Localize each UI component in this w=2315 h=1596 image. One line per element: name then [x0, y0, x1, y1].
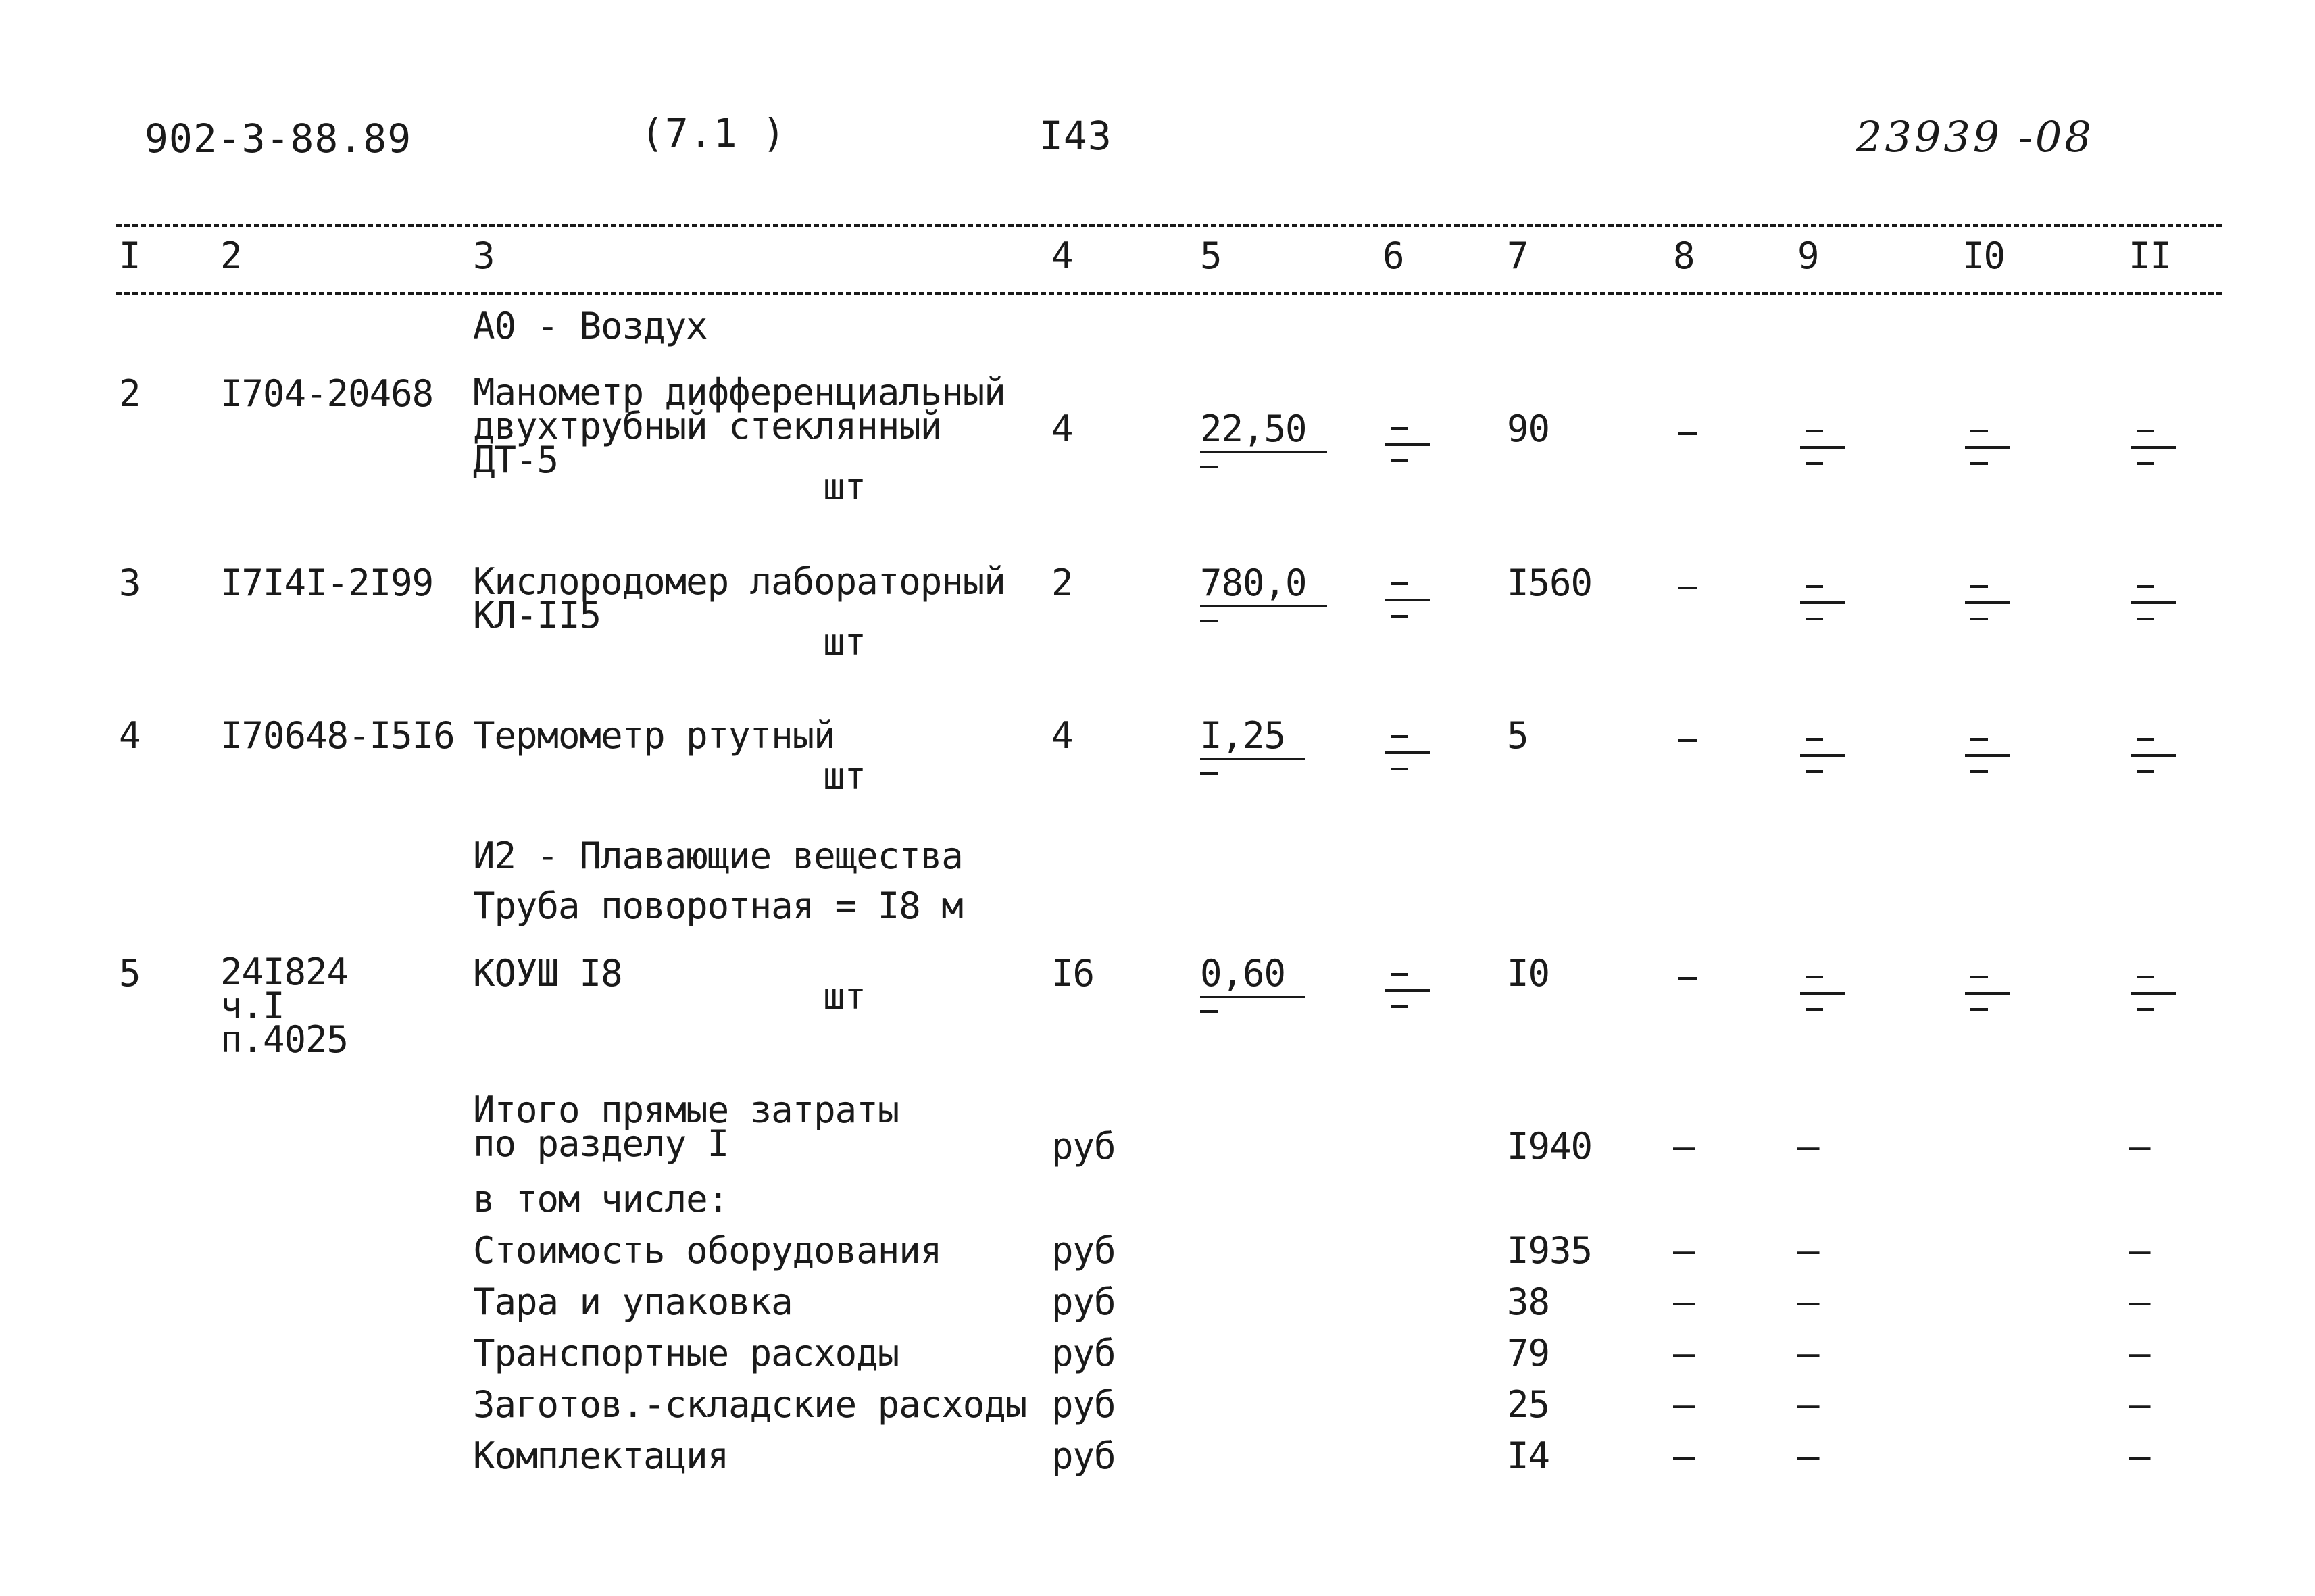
summary-item-unit: руб: [1051, 1332, 1116, 1374]
quantity: 4: [1051, 407, 1073, 450]
fraction-dash: [2131, 585, 2179, 626]
unit-label: шт: [823, 466, 866, 508]
unit-label: шт: [823, 621, 866, 664]
unit-label: шт: [823, 975, 866, 1018]
column-header: I: [119, 234, 141, 277]
item-name: Кислородомер лабораторный КЛ-II5: [473, 560, 1005, 637]
dash: –: [1673, 1280, 1695, 1323]
dash: –: [2129, 1229, 2150, 1272]
column-header: 3: [473, 234, 495, 277]
item-name: Термометр ртутный: [473, 714, 835, 757]
summary-item-unit: руб: [1051, 1435, 1116, 1477]
pipe-spec: Труба поворотная = I8 м: [473, 884, 963, 927]
unit-label: шт: [823, 755, 866, 797]
fraction-dash: [2131, 738, 2179, 778]
fraction-dash: [1385, 973, 1433, 1014]
unit-price-value: 22,50: [1200, 411, 1327, 453]
summary-item-label: Тара и упаковка: [473, 1280, 793, 1323]
row-number: 3: [119, 562, 141, 604]
quantity: I6: [1051, 952, 1095, 995]
dash: [1678, 977, 1697, 980]
document-code: 902-3-88.89: [145, 116, 412, 161]
column-header: 8: [1673, 234, 1695, 277]
dash: –: [1797, 1383, 1819, 1426]
column-header: II: [2129, 234, 2172, 277]
including-label: в том числе:: [473, 1178, 729, 1220]
dash: –: [1673, 1332, 1695, 1374]
unit-price-value: 0,60: [1200, 955, 1305, 998]
dash: –: [1673, 1229, 1695, 1272]
dash: –: [1797, 1229, 1819, 1272]
fraction-dash: [1965, 976, 2012, 1016]
summary-total-value: I940: [1507, 1125, 1593, 1168]
quantity: 4: [1051, 714, 1073, 757]
group-heading-floating: И2 - Плавающие вещества: [473, 834, 963, 877]
dash: [1678, 432, 1697, 435]
column-header: 6: [1383, 234, 1404, 277]
page-number: I43: [1039, 113, 1112, 159]
price-fraction-dash: [1200, 772, 1218, 775]
summary-item-value: 25: [1507, 1383, 1550, 1426]
dash: [1678, 739, 1697, 742]
dash: –: [1797, 1280, 1819, 1323]
unit-price-value: 780,0: [1200, 565, 1327, 607]
dash: –: [1797, 1435, 1819, 1477]
unit-price: [1200, 952, 1305, 1013]
fraction-dash: [1965, 430, 2012, 470]
summary-item-value: 79: [1507, 1332, 1550, 1374]
summary-total-unit: руб: [1051, 1125, 1116, 1168]
column-header: 2: [220, 234, 242, 277]
summary-item-value: I4: [1507, 1435, 1550, 1477]
fraction-dash: [1385, 582, 1433, 623]
summary-item-label: Заготов.-складские расходы: [473, 1383, 1027, 1426]
summary-item-unit: руб: [1051, 1229, 1116, 1272]
header-top-rule: [116, 224, 2222, 227]
dash: –: [1673, 1435, 1695, 1477]
catalog-code: I704-20468: [220, 372, 434, 415]
dash: –: [1797, 1332, 1819, 1374]
summary-item-label: Стоимость оборудования: [473, 1229, 942, 1272]
fraction-dash: [1800, 430, 1847, 470]
unit-price: [1200, 407, 1327, 468]
catalog-code: 24I824 ч.I п.4025: [220, 951, 349, 1061]
fraction-dash: [2131, 430, 2179, 470]
section-number: (7.1 ): [641, 110, 787, 156]
summary-item-unit: руб: [1051, 1280, 1116, 1323]
price-fraction-dash: [1200, 1010, 1218, 1013]
dash: –: [2129, 1280, 2150, 1323]
summary-item-value: 38: [1507, 1280, 1550, 1323]
catalog-code: I70648-I5I6: [220, 714, 455, 757]
dash: –: [1797, 1125, 1819, 1168]
dash: –: [2129, 1125, 2150, 1168]
fraction-dash: [1385, 427, 1433, 468]
total-cost: I560: [1507, 562, 1593, 604]
summary-item-value: I935: [1507, 1229, 1593, 1272]
fraction-dash: [1800, 585, 1847, 626]
item-name: КОУШ I8: [473, 952, 622, 995]
dash: –: [1673, 1383, 1695, 1426]
row-number: 2: [119, 372, 141, 415]
quantity: 2: [1051, 562, 1073, 604]
column-header: 5: [1200, 234, 1222, 277]
summary-item-label: Комплектация: [473, 1435, 729, 1477]
fraction-dash: [1965, 738, 2012, 778]
fraction-dash: [1800, 738, 1847, 778]
total-cost: I0: [1507, 952, 1550, 995]
inventory-number: 23939 -08: [1856, 112, 2094, 161]
fraction-dash: [1965, 585, 2012, 626]
column-header: I0: [1962, 234, 2006, 277]
header-bottom-rule: [116, 292, 2222, 295]
unit-price-value: I,25: [1200, 718, 1305, 760]
item-name: Манометр дифференциальный двухтрубный стеклянный ДТ-5: [473, 371, 1005, 481]
fraction-dash: [2131, 976, 2179, 1016]
total-cost: 5: [1507, 714, 1528, 757]
dash: [1678, 587, 1697, 589]
total-cost: 90: [1507, 407, 1550, 450]
dash: –: [2129, 1383, 2150, 1426]
column-header: 4: [1051, 234, 1073, 277]
summary-item-unit: руб: [1051, 1383, 1116, 1426]
group-heading-air: А0 - Воздух: [473, 305, 707, 347]
fraction-dash: [1800, 976, 1847, 1016]
summary-item-label: Транспортные расходы: [473, 1332, 899, 1374]
column-header: 7: [1507, 234, 1528, 277]
dash: –: [2129, 1332, 2150, 1374]
dash: –: [2129, 1435, 2150, 1477]
catalog-code: I7I4I-2I99: [220, 562, 434, 604]
dash: –: [1673, 1125, 1695, 1168]
row-number: 4: [119, 714, 141, 757]
summary-total-label: Итого прямые затраты по разделу I: [473, 1089, 899, 1165]
price-fraction-dash: [1200, 620, 1218, 622]
unit-price: [1200, 714, 1305, 775]
column-header: 9: [1797, 234, 1819, 277]
unit-price: [1200, 562, 1327, 622]
price-fraction-dash: [1200, 466, 1218, 468]
fraction-dash: [1385, 735, 1433, 776]
row-number: 5: [119, 952, 141, 995]
